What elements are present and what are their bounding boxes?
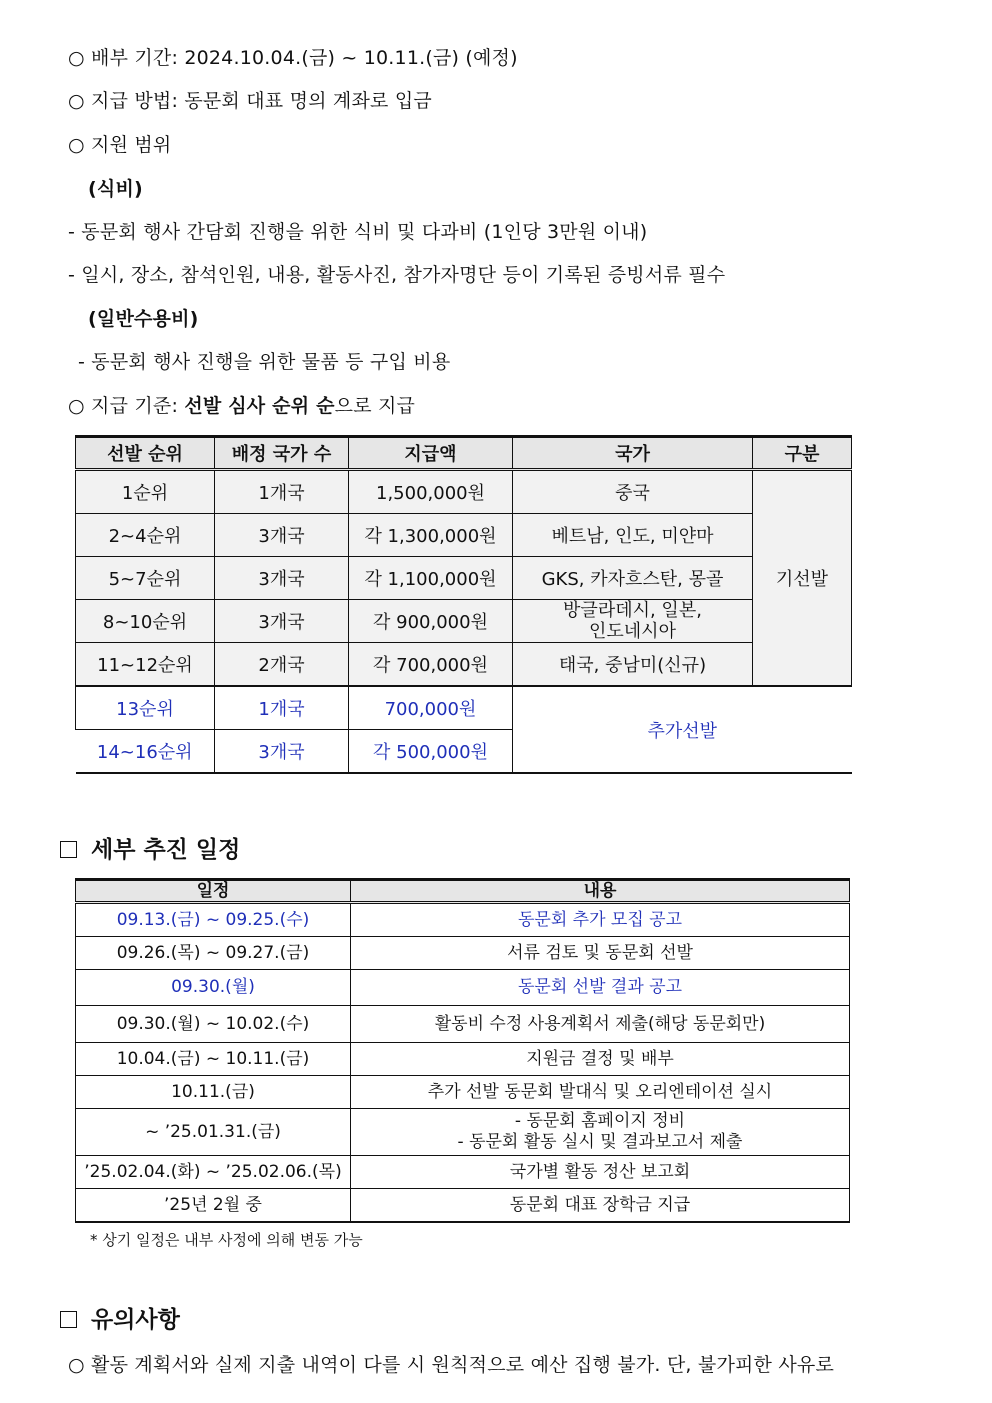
table-row [76,1156,850,1189]
cell-content: 추가 선발 동문회 발대식 및 오리엔테이션 실시 [351,1076,850,1109]
table-row [76,643,852,687]
cell-rank: 2~4순위 [76,514,215,557]
allocation-table [75,435,852,774]
cell-date: 09.26.(목) ~ 09.27.(금) [76,937,351,970]
cell-content [351,1109,850,1156]
table-row [76,514,852,557]
cell-date: 10.04.(금) ~ 10.11.(금) [76,1043,351,1076]
schedule-table [75,878,850,1223]
caution-title-text: 유의사항 [91,1307,180,1333]
cell-rank: 14~16순위 [76,730,215,774]
table-row [76,1043,850,1076]
meal-title: (식비) [88,178,143,200]
header-country: 국가 [513,437,753,470]
table-row [76,600,852,643]
cell-count: 3개국 [215,730,349,774]
cell-country: 태국, 중남미(신규) [513,643,753,687]
allocation-header-row [76,437,852,470]
cell-count: 3개국 [215,557,349,600]
cell-rank: 8~10순위 [76,600,215,643]
header-content: 내용 [351,880,850,903]
cell-date: ~ ’25.01.31.(금) [76,1109,351,1156]
cell-rank: 13순위 [76,686,215,730]
cell-amount: 각 900,000원 [349,600,513,643]
criteria-emphasis: 선발 심사 순위 순 [184,395,335,417]
cell-count: 1개국 [215,470,349,514]
cell-rank: 5~7순위 [76,557,215,600]
cell-count: 1개국 [215,686,349,730]
criteria-line [68,391,415,418]
meal-item-2: - 일시, 장소, 참석인원, 내용, 활동사진, 참가자명단 등이 기록된 증빙서류 필수 [68,264,726,286]
table-row [76,557,852,600]
cell-count: 2개국 [215,643,349,687]
cell-content: 지원금 결정 및 배부 [351,1043,850,1076]
cell-rank: 11~12순위 [76,643,215,687]
header-rank: 선발 순위 [76,437,215,470]
caution-section-title [60,1301,180,1334]
cell-date: 09.30.(월) ~ 10.02.(수) [76,1006,351,1043]
table-row [76,970,850,1006]
table-row [76,1076,850,1109]
criteria-suffix: 으로 지급 [334,395,416,417]
checkbox-square-icon [60,1311,77,1328]
cell-amount: 각 700,000원 [349,643,513,687]
table-row [76,686,852,730]
table-row [76,470,852,514]
table-row [76,1006,850,1043]
content-line-1: - 동문회 홈페이지 정비 [514,1111,686,1131]
cell-content: 국가별 활동 정산 보고회 [351,1156,850,1189]
cell-amount: 각 1,300,000원 [349,514,513,557]
cell-count: 3개국 [215,514,349,557]
header-amount: 지급액 [349,437,513,470]
cell-content: 활동비 수정 사용계획서 제출(해당 동문회만) [351,1006,850,1043]
cell-date: 10.11.(금) [76,1076,351,1109]
content-line-2: - 동문회 활동 실시 및 결과보고서 제출 [457,1132,743,1152]
table-row [76,1109,850,1156]
table-row [76,1189,850,1223]
cell-content: 동문회 대표 장학금 지급 [351,1189,850,1223]
cell-date: 09.13.(금) ~ 09.25.(수) [76,903,351,937]
cell-amount: 1,500,000원 [349,470,513,514]
cell-content: 서류 검토 및 동문회 선발 [351,937,850,970]
criteria-prefix: ○ 지급 기준: [68,395,185,417]
cell-country: GKS, 카자흐스탄, 몽골 [513,557,753,600]
schedule-title-text: 세부 추진 일정 [91,837,241,863]
table-row [76,903,850,937]
header-country-count: 배정 국가 수 [215,437,349,470]
cell-country: 중국 [513,470,753,514]
cell-count: 3개국 [215,600,349,643]
schedule-section-title [60,831,240,864]
cell-country [513,600,753,643]
caution-line-1: ○ 활동 계획서와 실제 지출 내역이 다를 시 원칙적으로 예산 집행 불가. 단, 불가피한 사유로 [68,1354,835,1376]
header-category: 구분 [753,437,852,470]
country-line-1: 방글라데시, 일본, [563,600,702,621]
table-row [76,937,850,970]
period-line: ○ 배부 기간: 2024.10.04.(금) ~ 10.11.(금) (예정) [68,47,518,69]
scope-line: ○ 지원 범위 [68,134,172,156]
supply-item-1: - 동문회 행사 진행을 위한 물품 등 구입 비용 [78,351,451,373]
cell-date: ’25.02.04.(화) ~ ’25.02.06.(목) [76,1156,351,1189]
category-existing: 기선발 [753,470,852,687]
cell-content: 동문회 선발 결과 공고 [351,970,850,1006]
cell-amount: 700,000원 [349,686,513,730]
checkbox-square-icon [60,841,77,858]
header-date: 일정 [76,880,351,903]
schedule-header-row [76,880,850,903]
category-additional: 추가선발 [513,686,852,773]
country-line-2: 인도네시아 [589,621,676,642]
method-line: ○ 지급 방법: 동문회 대표 명의 계좌로 입금 [68,90,432,112]
cell-rank: 1순위 [76,470,215,514]
cell-country: 베트남, 인도, 미얀마 [513,514,753,557]
cell-amount: 각 1,100,000원 [349,557,513,600]
supply-title: (일반수용비) [88,308,199,330]
cell-date: ’25년 2월 중 [76,1189,351,1223]
schedule-note: * 상기 일정은 내부 사정에 의해 변동 가능 [90,1231,363,1249]
cell-date: 09.30.(월) [76,970,351,1006]
cell-content: 동문회 추가 모집 공고 [351,903,850,937]
meal-item-1: - 동문회 행사 간담회 진행을 위한 식비 및 다과비 (1인당 3만원 이내) [68,221,648,243]
cell-amount: 각 500,000원 [349,730,513,774]
